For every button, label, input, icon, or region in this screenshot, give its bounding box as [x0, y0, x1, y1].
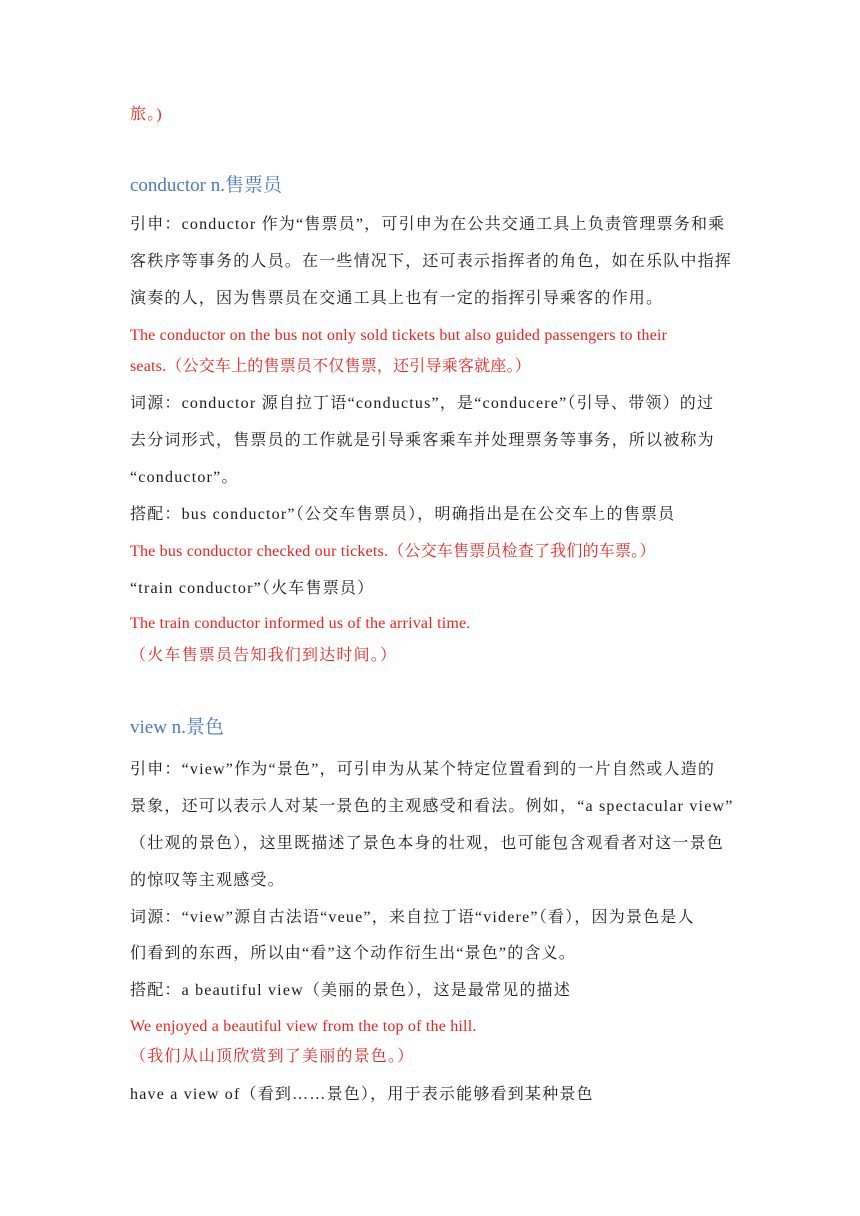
- example-sentence-line: We enjoyed a beautiful view from the top of the hill.: [130, 1018, 477, 1035]
- extension-paragraph-line: 景象，还可以表示人对某一景色的主观感受和看法。例如，“a spectacular view”: [130, 798, 734, 815]
- etymology-paragraph-line: “conductor”。: [130, 469, 239, 486]
- extension-paragraph-line: 客秩序等事务的人员。在一些情况下，还可表示指挥者的角色，如在乐队中指挥: [130, 253, 733, 270]
- example-translation-line: （火车售票员告知我们到达时间。）: [130, 647, 398, 664]
- collocation-line: have a view of（看到……景色），用于表示能够看到某种景色: [130, 1086, 594, 1103]
- etymology-paragraph-line: 去分词形式，售票员的工作就是引导乘客乘车并处理票务等事务，所以被称为: [130, 432, 715, 449]
- collocation-line: 搭配：bus conductor”（公交车售票员），明确指出是在公交车上的售票员: [130, 506, 676, 523]
- collocation-line: 搭配：a beautiful view（美丽的景色），这是最常见的描述: [130, 982, 572, 999]
- etymology-paragraph-line: 们看到的东西，所以由“看”这个动作衍生出“景色”的含义。: [130, 945, 577, 962]
- extension-paragraph-line: 引申：“view”作为“景色”，可引申为从某个特定位置看到的一片自然或人造的: [130, 761, 716, 778]
- extension-paragraph-line: 引申：conductor 作为“售票员”，可引申为在公共交通工具上负责管理票务和乘: [130, 216, 726, 233]
- entry-heading-conductor: conductor n.售票员: [130, 175, 282, 196]
- extension-paragraph-line: 演奏的人，因为售票员在交通工具上也有一定的指挥引导乘客的作用。: [130, 290, 664, 307]
- collocation-line: “train conductor”（火车售票员）: [130, 580, 375, 597]
- example-sentence-line: The conductor on the bus not only sold tickets but also guided passengers to their: [130, 327, 668, 344]
- etymology-paragraph-line: 词源：conductor 源自拉丁语“conductus”，是“conducere”（引导、带领）的过: [130, 395, 715, 412]
- example-sentence-line: seats.（公交车上的售票员不仅售票，还引导乘客就座。）: [130, 358, 531, 375]
- example-sentence-line: The bus conductor checked our tickets.（公交车售票员检查了我们的车票。）: [130, 543, 656, 560]
- example-sentence-line: The train conductor informed us of the arrival time.: [130, 615, 471, 632]
- entry-heading-view: view n.景色: [130, 717, 224, 738]
- example-translation-line: （我们从山顶欣赏到了美丽的景色。）: [130, 1048, 415, 1065]
- extension-paragraph-line: （壮观的景色），这里既描述了景色本身的壮观，也可能包含观看者对这一景色: [130, 835, 725, 852]
- extension-paragraph-line: 的惊叹等主观感受。: [130, 872, 285, 889]
- etymology-paragraph-line: 词源：“view”源自古法语“veue”，来自拉丁语“videre”（看），因为景色是人: [130, 909, 695, 926]
- previous-entry-fragment: 旅。): [130, 106, 163, 123]
